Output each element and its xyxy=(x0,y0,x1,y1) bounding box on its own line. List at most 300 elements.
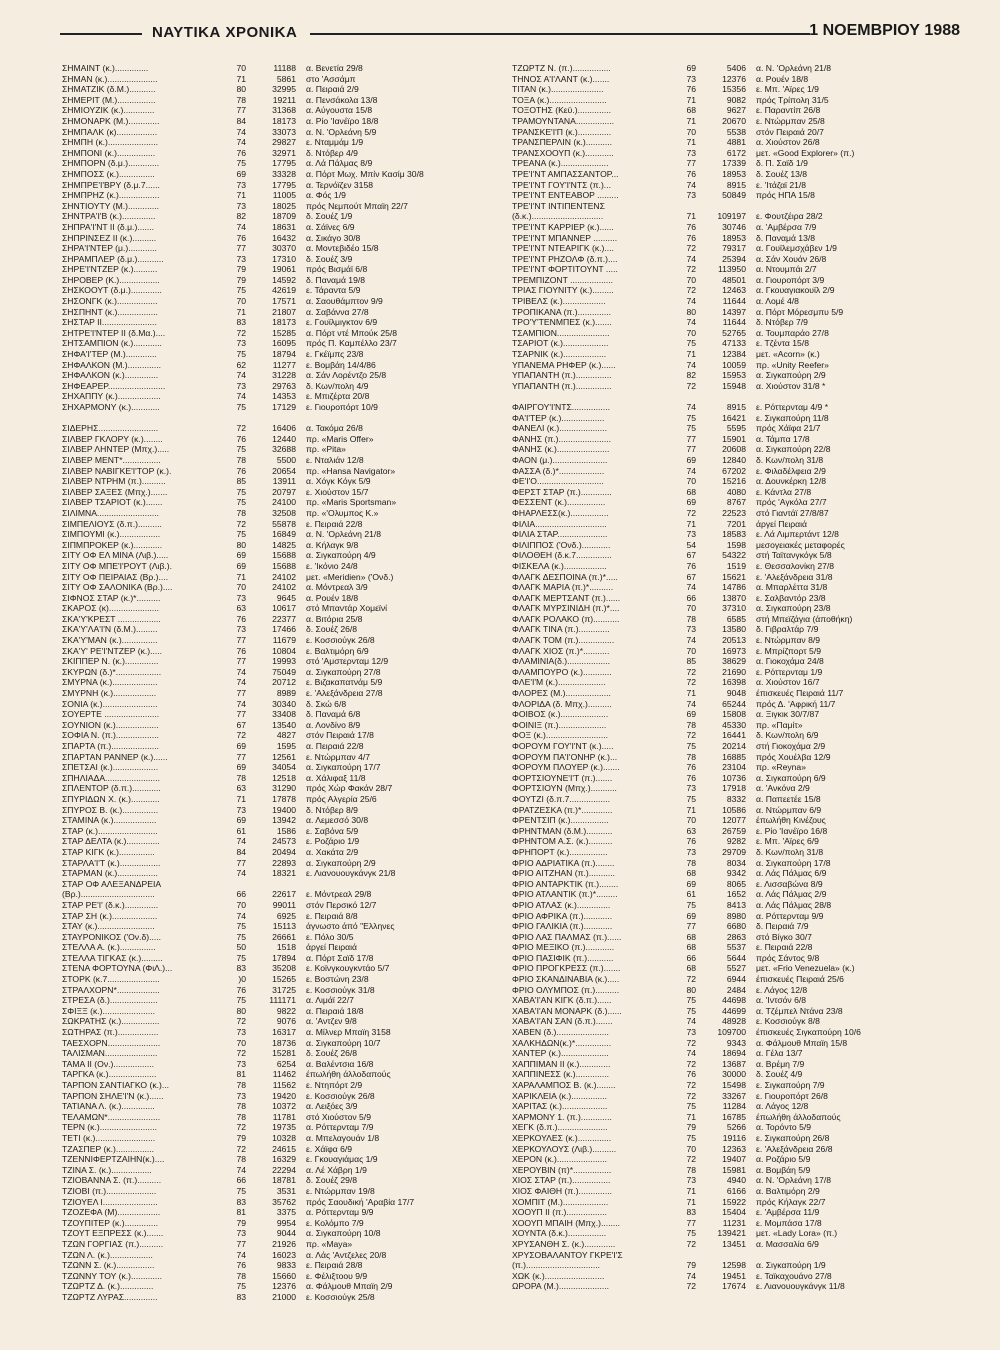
status: πρός Χώρ Φακάν 28/7 xyxy=(306,783,393,794)
status: α. Λονδίνο 8/9 xyxy=(306,719,361,730)
ship-name: ΣΚΙΠΠΕΡ Ν. (κ.).............. xyxy=(62,656,159,667)
tonnage: 15688 xyxy=(272,550,296,561)
list-item xyxy=(512,794,952,805)
list-item xyxy=(62,826,492,837)
build-year: 74 xyxy=(686,1016,696,1027)
ship-name: ΥΠΑΝΕΜΑ ΡΗΦΕΡ (κ.)...... xyxy=(512,359,616,370)
status: έπωλήθη Κινέζους xyxy=(756,815,826,826)
ship-name: ΣΗΜΑΤΖΙΚ (δ.Μ.)........... xyxy=(62,84,156,95)
tonnage: 19993 xyxy=(272,656,296,667)
list-item xyxy=(512,1112,952,1123)
list-item xyxy=(62,466,492,477)
build-year: 72 xyxy=(236,423,246,434)
tonnage: 16406 xyxy=(272,423,296,434)
status: ε. Χιούστον 15/7 xyxy=(306,486,369,497)
tonnage: 9082 xyxy=(726,94,746,105)
status: πρ. «Maris Sportsman» xyxy=(306,497,397,508)
list-item xyxy=(62,285,492,296)
tonnage: 4881 xyxy=(726,137,746,148)
tonnage: 10804 xyxy=(272,645,296,656)
ship-name: ΩΡΟΡΑ (Μ.)..................... xyxy=(512,1281,609,1292)
tonnage: 47133 xyxy=(722,338,746,349)
status xyxy=(746,1250,952,1261)
list-item xyxy=(512,805,952,816)
status: α. Λιμάϊ 22/7 xyxy=(306,995,354,1006)
status: ε. Σαλβαντόρ 23/8 xyxy=(756,592,826,603)
list-item xyxy=(512,1260,952,1271)
status: έπωλήθη άλλοδαπούς xyxy=(306,1069,391,1080)
ship-name: ΣΗΜΠΑΛΚ (κ)................. xyxy=(62,126,158,137)
build-year: 69 xyxy=(236,550,246,561)
status: α. Βαλέντσια 16/8 xyxy=(306,1058,374,1069)
ship-name: ΤΡΟΠΙΚΑΝΑ (π.).............. xyxy=(512,306,612,317)
build-year: 75 xyxy=(686,1101,696,1112)
status: ε. Πειραιά 8/8 xyxy=(306,910,358,921)
ship-name: ΣΗΜΑΙΝΤ (κ.).............. xyxy=(62,63,149,73)
tonnage: 18025 xyxy=(272,200,296,211)
build-year: 78 xyxy=(236,507,246,518)
list-item xyxy=(512,317,952,328)
ship-name: ΣΤΑΡ ΡΕ'Ι' (δ.κ.).............. xyxy=(62,899,159,910)
tonnage: 15922 xyxy=(722,1196,746,1207)
list-item xyxy=(62,603,492,614)
status: ε. Ρόττερνταμ 1/9 xyxy=(756,666,823,677)
status: α. Γιοκοχάμα 24/8 xyxy=(756,656,824,667)
status: ε. Θεσσαλονίκη 27/8 xyxy=(756,560,835,571)
status: α. Τακόμα 26/8 xyxy=(306,423,363,434)
build-year: 72 xyxy=(236,1122,246,1133)
tonnage: 52765 xyxy=(722,327,746,338)
tonnage: 31725 xyxy=(272,984,296,995)
status: α. Σιγκαπούρη 2/9 xyxy=(306,857,376,868)
build-year: 75 xyxy=(236,444,246,455)
list-item xyxy=(512,942,952,953)
tonnage: 42619 xyxy=(272,285,296,296)
ship-name: ΣΤΑΡ ΔΕΛΤΑ (κ.).............. xyxy=(62,836,160,847)
tonnage: 18173 xyxy=(272,115,296,126)
build-year: 75 xyxy=(236,1185,246,1196)
ship-name: ΣΙΤΥ ΟΦ ΜΠΕ'Ι'ΡΟΥΤ (Λιβ.). xyxy=(62,560,173,571)
tonnage: 8413 xyxy=(726,899,746,910)
build-year: 77 xyxy=(236,635,246,646)
status: α. Ντουμπάι 2/7 xyxy=(756,264,817,275)
tonnage: 11644 xyxy=(722,317,746,328)
ship-name: ΣΚΑ'Υ'ΜΑΝ (κ.)............... xyxy=(62,635,158,646)
tonnage: 17310 xyxy=(272,253,296,264)
tonnage: 9822 xyxy=(276,1005,296,1016)
tonnage: 9645 xyxy=(276,592,296,603)
build-year: 72 xyxy=(686,380,696,391)
ship-name: ΣΗΡΑ'Ι'ΝΤΕΡ (μ.)............ xyxy=(62,243,157,254)
tonnage: 4080 xyxy=(726,486,746,497)
status: ε. Ροζάριο 1/9 xyxy=(306,836,360,847)
status: α. Σιγκαπούρη 17/8 xyxy=(756,857,831,868)
ship-name: ΣΤΕΛΛΑ Α. (κ.)............... xyxy=(62,942,156,953)
tonnage: 16095 xyxy=(272,338,296,349)
ship-name: ΣΙΛΒΕΡ ΝΑΒΙΓΚΕ'Ι'ΤΟΡ (κ.). xyxy=(62,465,172,476)
ship-name: ΦΡΙΟ ΓΑΛΙΚΙΑ (π.)............ xyxy=(512,921,613,932)
build-year: 71 xyxy=(686,1111,696,1122)
ship-name: ΦΟΥΤΖΙ (δ.π.7................. xyxy=(512,793,610,804)
build-year: 74 xyxy=(236,666,246,677)
tonnage: 4940 xyxy=(726,1175,746,1186)
list-item xyxy=(62,211,492,222)
build-year: 74 xyxy=(236,910,246,921)
build-year: 76 xyxy=(236,645,246,656)
list-item xyxy=(512,783,952,794)
build-year: 78 xyxy=(236,1154,246,1165)
tonnage: 17918 xyxy=(722,783,746,794)
tonnage: 18736 xyxy=(272,1037,296,1048)
tonnage: 12376 xyxy=(722,73,746,84)
tonnage: 15981 xyxy=(722,1164,746,1175)
tonnage: 17795 xyxy=(272,158,296,169)
list-item xyxy=(512,254,952,265)
ship-name: ΣΤΑΡ ΟΦ ΑΛΕΞΑΝΔΡΕΙΑ xyxy=(62,878,162,889)
tonnage: 19451 xyxy=(722,1270,746,1281)
build-year: 71 xyxy=(686,688,696,699)
status: α. Χάλιφαξ 11/8 xyxy=(306,772,366,783)
ship-name: ΧΕΡΚΟΥΛΕΣ (κ.).............. xyxy=(512,1132,612,1143)
list-item xyxy=(62,74,492,85)
tonnage: 5527 xyxy=(726,963,746,974)
status: ε. Χάϊφα 6/9 xyxy=(306,1143,353,1154)
ship-name: ΧΑΝΤΕΡ (κ.).................... xyxy=(512,1048,609,1059)
ship-name: ΤΖΩΝΝ Σ. (κ.)................ xyxy=(62,1260,155,1271)
tonnage: 16421 xyxy=(722,412,746,423)
list-item xyxy=(62,497,492,508)
list-item xyxy=(512,370,952,381)
tonnage: 48928 xyxy=(722,1016,746,1027)
list-item xyxy=(512,656,952,667)
ship-name: ΧΑΠΠΙΝΕΣΣ (κ.).............. xyxy=(512,1069,610,1080)
list-item xyxy=(512,444,952,455)
build-year: 69 xyxy=(686,910,696,921)
ship-name: ΣΚΥΡΩΝ (δ.)*................... xyxy=(62,666,162,677)
build-year: 79 xyxy=(236,274,246,285)
status: α. Ρόττερνταμ 9/9 xyxy=(306,1207,374,1218)
tonnage: 29827 xyxy=(272,137,296,148)
list-item xyxy=(62,264,492,275)
tonnage: 8989 xyxy=(276,688,296,699)
tonnage: 18631 xyxy=(272,221,296,232)
build-year: 71 xyxy=(686,211,696,222)
tonnage: 21000 xyxy=(272,1291,296,1302)
tonnage: 17795 xyxy=(272,179,296,190)
status: ε. Φιλαδέλφεια 2/9 xyxy=(756,465,826,476)
build-year xyxy=(672,1250,696,1261)
build-year: 75 xyxy=(686,412,696,423)
status: ε. Πειραιά 22/8 xyxy=(756,942,813,953)
build-year: 76 xyxy=(686,762,696,773)
status: α. Ν. 'Ορλεάνη 5/9 xyxy=(306,126,377,137)
ship-name: ΧΑΒΑ'Ι'ΑΝ ΣΑΝ (δ.π.)....... xyxy=(512,1016,613,1027)
status: πρ. «Hansa Navigator» xyxy=(306,465,396,476)
build-year: )0 xyxy=(238,974,246,985)
build-year: 73 xyxy=(236,179,246,190)
build-year: 72 xyxy=(236,327,246,338)
tonnage: 15285 xyxy=(272,327,296,338)
list-item xyxy=(512,1016,952,1027)
build-year: 77 xyxy=(236,105,246,116)
build-year: 70 xyxy=(686,126,696,137)
tonnage: 8034 xyxy=(726,857,746,868)
build-year: 76 xyxy=(686,560,696,571)
status: πρ. «Maris Offer» xyxy=(306,433,374,444)
list-item xyxy=(512,550,952,561)
list-item xyxy=(62,752,492,763)
tonnage: 9343 xyxy=(726,1037,746,1048)
build-year: 72 xyxy=(236,730,246,741)
list-item xyxy=(512,519,952,530)
ship-name: ΣΤΟΡΚ (κ.7...................... xyxy=(62,974,160,985)
ship-name: ΦΟΙΒΟΣ (κ.).................... xyxy=(512,709,609,720)
build-year: 77 xyxy=(236,688,246,699)
status: α. Σιγκαπούρη 6/9 xyxy=(756,772,826,783)
status: έπισκευές Πειραιά 25/6 xyxy=(756,974,844,985)
build-year: 68 xyxy=(686,942,696,953)
build-year: 73 xyxy=(236,624,246,635)
list-item xyxy=(512,624,952,635)
status: α. Πόρτ Μωχ. Μπίν Κασίμ 30/8 xyxy=(306,168,424,179)
ship-name: ΣΤΑΡΛΑ'Ι'Τ (κ.)................. xyxy=(62,857,161,868)
status: α. Ν. 'Ορλεάνη 17/8 xyxy=(756,1175,832,1186)
ship-name: ΤΖΩΝΝΥ ΤΟΥ (κ.)............. xyxy=(62,1270,163,1281)
build-year: 79 xyxy=(236,1132,246,1143)
list-item xyxy=(512,137,952,148)
status: α. Λειξόες 3/9 xyxy=(306,1101,358,1112)
tonnage: 55878 xyxy=(272,518,296,529)
tonnage: 24100 xyxy=(272,497,296,508)
tonnage: 17674 xyxy=(722,1281,746,1292)
list-item xyxy=(62,624,492,635)
tonnage: 12440 xyxy=(272,433,296,444)
ship-name: ΣΗΦΑ'Ι'ΤΕΡ (Μ.)............. xyxy=(62,349,157,360)
list-item xyxy=(62,593,492,604)
list-item xyxy=(62,720,492,731)
list-item xyxy=(62,730,492,741)
list-item xyxy=(62,550,492,561)
ship-name: ΣΗΤΣΑΜΠΙΟΝ (κ.)............ xyxy=(62,338,162,349)
build-year: 78 xyxy=(236,1101,246,1112)
list-item xyxy=(512,1144,952,1155)
list-item xyxy=(512,1101,952,1112)
build-year: 79 xyxy=(236,1217,246,1228)
tonnage: 19400 xyxy=(272,804,296,815)
status: α. Λά Πάλμας 8/9 xyxy=(306,158,373,169)
build-year: 73 xyxy=(236,1090,246,1101)
status: α. Γκουαγιακουϊλ 2/9 xyxy=(756,285,835,296)
build-year: 71 xyxy=(686,518,696,529)
status: δ. Σουέζ 13/8 xyxy=(756,168,808,179)
status: α. Μασσαλία 6/9 xyxy=(756,1238,819,1249)
build-year: 76 xyxy=(236,147,246,158)
build-year: 74 xyxy=(236,868,246,879)
tonnage: 10328 xyxy=(272,1132,296,1143)
tonnage: 12518 xyxy=(272,772,296,783)
build-year: 70 xyxy=(686,274,696,285)
list-item xyxy=(62,1218,492,1229)
status: α. Χιούστον 31/8 * xyxy=(756,380,826,391)
status: α. Μπελαγουάν 1/8 xyxy=(306,1132,380,1143)
status: ε. Βοστώνη 23/8 xyxy=(306,974,369,985)
list-item xyxy=(62,455,492,466)
ship-name: ΦΡΙΟ ΠΡΟΓΚΡΕΣΣ (π.)....... xyxy=(512,963,621,974)
build-year: 68 xyxy=(686,105,696,116)
list-item xyxy=(512,487,952,498)
tonnage: 18173 xyxy=(272,317,296,328)
status: μετ. «Meridien» ('Ονδ.) xyxy=(306,571,394,582)
ship-name: ΦΟΡΟΥΜ ΠΑ'Ι'ΟΝΗΡ (κ.)... xyxy=(512,751,618,762)
build-year: 77 xyxy=(686,1217,696,1228)
tonnage: 9282 xyxy=(726,836,746,847)
build-year: 78 xyxy=(686,857,696,868)
build-year: 68 xyxy=(686,963,696,974)
list-item xyxy=(62,942,492,953)
ship-name: ΧΟΟΥΠ ΙΙ (π.)................. xyxy=(512,1207,607,1218)
ship-name: ΣΠΕΤΣΑΙ (κ.)................... xyxy=(62,762,159,773)
tonnage: 37310 xyxy=(722,603,746,614)
list-item xyxy=(512,1239,952,1250)
tonnage: 18321 xyxy=(272,868,296,879)
status: α. Βομβάη 5/9 xyxy=(756,1164,811,1175)
build-year: 83 xyxy=(686,1207,696,1218)
list-item xyxy=(512,360,952,371)
status: ε. Κοϊνγκουγκντάο 5/7 xyxy=(306,963,390,974)
status: πρός 'Αγκόλα 27/7 xyxy=(756,497,827,508)
build-year: 71 xyxy=(686,804,696,815)
list-item xyxy=(512,847,952,858)
build-year: 72 xyxy=(686,264,696,275)
tonnage: 20214 xyxy=(722,741,746,751)
tonnage: 15281 xyxy=(272,1048,296,1059)
build-year: 75 xyxy=(686,1228,696,1239)
build-year: 70 xyxy=(236,1037,246,1048)
build-year: 75 xyxy=(236,402,246,412)
build-year: 72 xyxy=(686,243,696,254)
ship-name: ΣΦΙΞΞ (κ.)...................... xyxy=(62,1005,156,1016)
build-year: 85 xyxy=(236,476,246,487)
tonnage: 12363 xyxy=(722,1143,746,1154)
status: ε. Τζέντα 15/8 xyxy=(756,338,809,349)
status: πρός Τρίπολη 31/5 xyxy=(756,94,829,105)
list-item xyxy=(62,84,492,95)
build-year: 73 xyxy=(236,200,246,211)
ship-name: ΣΗΜΠΗ (κ.)..................... xyxy=(62,137,159,148)
ship-name: ΣΤΑΡ (κ.)......................... xyxy=(62,825,158,836)
list-item xyxy=(62,233,492,244)
list-item xyxy=(62,434,492,445)
list-item xyxy=(512,1038,952,1049)
build-year: 78 xyxy=(236,1111,246,1122)
ship-name: ΣΠΛΕΝΤΟΡ (δ.π.)............ xyxy=(62,783,161,794)
status: α. Χόγκ Κόγκ 5/9 xyxy=(306,476,371,487)
build-year: 50 xyxy=(236,942,246,953)
tonnage: 7201 xyxy=(726,518,746,529)
tonnage: 18953 xyxy=(722,232,746,243)
tonnage: 5595 xyxy=(726,423,746,434)
list-item xyxy=(512,497,952,508)
status: α. Σάν Χουάν 26/8 xyxy=(756,253,827,264)
status: δ. Σουέζ 29/8 xyxy=(306,1175,358,1186)
tonnage: 6944 xyxy=(726,974,746,985)
list-item xyxy=(512,858,952,869)
list-item xyxy=(512,741,952,752)
ship-name: ΦΡΙΟ ΠΑΣΙΦΙΚ (π.)........... xyxy=(512,952,614,963)
build-year: 74 xyxy=(686,698,696,709)
tonnage: 3531 xyxy=(276,1185,296,1196)
status: ε. Λάγος 12/8 xyxy=(756,984,808,995)
build-year: 79 xyxy=(686,1260,696,1271)
ship-name: ΧΑΡΙΚΛΕΙΑ (κ.)............... xyxy=(512,1090,608,1101)
status: α. Ξιγκικ 30/7/87 xyxy=(756,709,820,720)
build-year: 77 xyxy=(236,709,246,720)
ship-name: ΧΑΡΜΟΝΥ 1. (π.)............. xyxy=(512,1111,612,1122)
build-year: 77 xyxy=(686,158,696,169)
list-item xyxy=(512,561,952,572)
build-year: 84 xyxy=(236,115,246,126)
tonnage: 6925 xyxy=(276,910,296,921)
list-item xyxy=(512,1133,952,1144)
ship-name: ΣΠΗΛΙΑΔΑ....................... xyxy=(62,772,160,783)
build-year: 75 xyxy=(686,995,696,1006)
list-item xyxy=(512,1207,952,1218)
tonnage: 15660 xyxy=(272,1270,296,1281)
build-year: 69 xyxy=(236,815,246,826)
ship-name: ΣΙΤΥ ΟΦ ΣΑΛΟΝΙΚΑ (Βρ.).... xyxy=(62,582,173,593)
tonnage: 33073 xyxy=(272,126,296,137)
list-item xyxy=(512,635,952,646)
list-item xyxy=(512,688,952,699)
ship-name: ΦΗΑΡΛΕΣΣ(κ.)................ xyxy=(512,507,609,518)
status: α. 'Ανκόνα 2/9 xyxy=(756,783,810,794)
list-item xyxy=(62,1080,492,1091)
tonnage: 13580 xyxy=(722,624,746,635)
ship-name: ΦΕ'Ι'Ο............................ xyxy=(512,476,604,487)
tonnage: 16023 xyxy=(272,1249,296,1260)
list-item xyxy=(62,180,492,191)
build-year: 73 xyxy=(236,1058,246,1069)
build-year: 72 xyxy=(236,518,246,529)
ship-name: ΣΤΕΝΑ ΦΟΡΤΟΥΝΑ (ΦιΛ.)... xyxy=(62,963,173,974)
ship-name: ΣΤΑΥΡΟΝΙΚΟΣ ('Ον.δ)..... xyxy=(62,931,162,942)
tonnage: 8065 xyxy=(726,878,746,889)
build-year: 69 xyxy=(686,497,696,508)
build-year: 76 xyxy=(686,168,696,179)
tonnage: 17571 xyxy=(272,296,296,307)
build-year: 76 xyxy=(236,465,246,476)
list-item xyxy=(512,349,952,360)
tonnage: 5406 xyxy=(726,63,746,73)
status: α. Λάς Πάλμας 6/9 xyxy=(756,868,827,879)
status: ε. Πειραιά 28/8 xyxy=(306,1260,363,1271)
ship-name: ΤΡΑΝΣΠΕΡΛΙΝ (κ.)........... xyxy=(512,137,613,148)
build-year: 66 xyxy=(236,1175,246,1186)
ship-name: ΦΙΛΙΑ ΣΤΑΡ..................... xyxy=(512,529,608,540)
list-item xyxy=(62,762,492,773)
build-year: 67 xyxy=(686,550,696,561)
list-item xyxy=(62,391,492,402)
ship-name: ΣΙΛΒΕΡ ΛΗΝΤΕΡ (Μπχ.)..... xyxy=(62,444,170,455)
ship-name: ΤΖΟΥΠΙΤΕΡ (κ.).............. xyxy=(62,1217,159,1228)
build-year: 71 xyxy=(236,306,246,317)
list-item xyxy=(512,1091,952,1102)
build-year: 74 xyxy=(686,1270,696,1281)
list-item xyxy=(512,879,952,890)
build-year: 80 xyxy=(236,539,246,550)
build-year: 63 xyxy=(686,825,696,836)
build-year: 72 xyxy=(686,1090,696,1101)
